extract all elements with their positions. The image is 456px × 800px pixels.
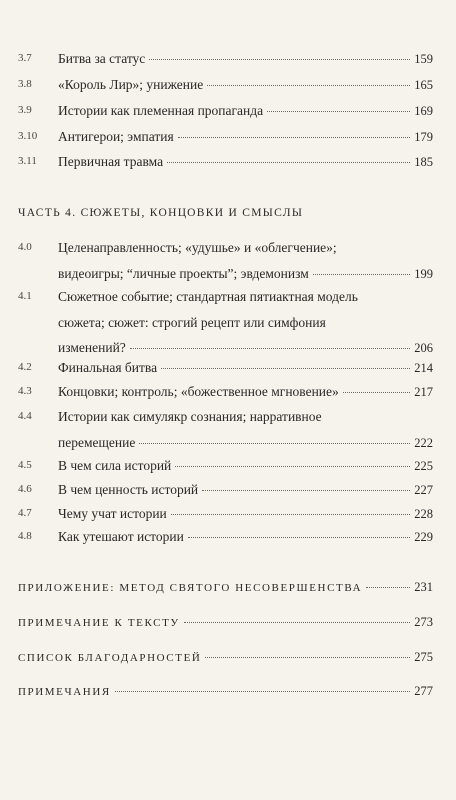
entry-page: 228 bbox=[414, 507, 433, 521]
entry-page: 227 bbox=[414, 483, 433, 497]
entry-number: 3.10 bbox=[18, 130, 38, 142]
toc-entry bbox=[18, 355, 433, 382]
entry-number: 4.2 bbox=[18, 361, 32, 373]
entry-number: 4.0 bbox=[18, 241, 32, 253]
entry-title-line: изменений? bbox=[58, 340, 126, 355]
entry-title: В чем сила историй bbox=[58, 458, 172, 473]
leader-dots bbox=[161, 368, 410, 369]
entry-number: 4.6 bbox=[18, 483, 32, 495]
leader-dots bbox=[178, 137, 411, 138]
leader-dots bbox=[205, 657, 410, 658]
backmatter-page: 277 bbox=[414, 684, 433, 698]
entry-page: 159 bbox=[414, 52, 433, 66]
backmatter-page: 273 bbox=[414, 615, 433, 629]
leader-dots bbox=[184, 622, 410, 623]
entry-number: 3.11 bbox=[18, 155, 37, 167]
entry-title: Финальная битва bbox=[58, 360, 158, 375]
leader-dots bbox=[139, 443, 410, 444]
entry-title-line: перемещение bbox=[58, 434, 136, 450]
entry-number: 3.8 bbox=[18, 78, 32, 90]
entry-page: 199 bbox=[414, 266, 433, 281]
entry-number: 3.9 bbox=[18, 104, 32, 116]
backmatter-entry bbox=[18, 650, 433, 665]
backmatter-page: 275 bbox=[414, 650, 433, 664]
entry-number: 3.7 bbox=[18, 52, 32, 64]
leader-dots bbox=[343, 392, 410, 393]
toc-entry bbox=[18, 46, 433, 73]
entry-title: Первичная травма bbox=[58, 154, 164, 169]
entry-title-line: Истории как симулякр сознания; нарративное bbox=[58, 409, 322, 424]
leader-dots bbox=[149, 59, 410, 60]
entry-title: Битва за статус bbox=[58, 51, 146, 66]
backmatter-title: ПРИМЕЧАНИЯ bbox=[18, 686, 111, 698]
entry-page: 229 bbox=[414, 530, 433, 544]
leader-dots bbox=[130, 348, 410, 349]
entry-page: 214 bbox=[414, 361, 433, 375]
entry-page: 225 bbox=[414, 459, 433, 473]
entry-title: Антигерои; эмпатия bbox=[58, 129, 174, 144]
backmatter-page: 231 bbox=[414, 580, 433, 594]
entry-page: 185 bbox=[414, 155, 433, 169]
toc-entry bbox=[18, 72, 433, 99]
entry-number: 4.4 bbox=[18, 410, 32, 422]
toc-entry bbox=[18, 477, 433, 504]
leader-dots bbox=[313, 274, 410, 275]
entry-number: 4.3 bbox=[18, 385, 32, 397]
entry-number: 4.1 bbox=[18, 290, 32, 302]
toc-entry bbox=[18, 235, 433, 287]
entry-title-line: Целенаправленность; «удушье» и «облегчение»; bbox=[58, 240, 337, 255]
toc-entry bbox=[18, 149, 433, 176]
leader-dots bbox=[207, 85, 410, 86]
leader-dots bbox=[267, 111, 410, 112]
entry-page: 179 bbox=[414, 130, 433, 144]
leader-dots bbox=[175, 466, 410, 467]
entry-title-line: видеоигры; “личные проекты”; эвдемонизм bbox=[58, 265, 309, 281]
backmatter-title: ПРИЛОЖЕНИЕ: МЕТОД СВЯТОГО НЕСОВЕРШЕНСТВА bbox=[18, 582, 363, 594]
leader-dots bbox=[366, 587, 410, 588]
part-heading: ЧАСТЬ 4. СЮЖЕТЫ, КОНЦОВКИ И СМЫСЛЫ bbox=[18, 207, 304, 219]
entry-number: 4.5 bbox=[18, 459, 32, 471]
entry-page: 206 bbox=[414, 341, 433, 355]
entry-page: 169 bbox=[414, 104, 433, 118]
entry-title: Чему учат истории bbox=[58, 506, 167, 521]
entry-number: 4.8 bbox=[18, 530, 32, 542]
backmatter-entry bbox=[18, 580, 433, 595]
entry-title-line: Сюжетное событие; стандартная пятиактная модель bbox=[58, 289, 358, 304]
toc-entry bbox=[18, 379, 433, 406]
entry-title: Концовки; контроль; «божественное мгновение» bbox=[58, 384, 339, 399]
leader-dots bbox=[115, 691, 410, 692]
backmatter-entry bbox=[18, 684, 433, 699]
entry-title-line: сюжета; сюжет: строгий рецепт или симфония bbox=[58, 314, 326, 330]
entry-page: 165 bbox=[414, 78, 433, 92]
entry-title: В чем ценность историй bbox=[58, 482, 199, 497]
entry-number: 4.7 bbox=[18, 507, 32, 519]
leader-dots bbox=[188, 537, 410, 538]
backmatter-title: СПИСОК БЛАГОДАРНОСТЕЙ bbox=[18, 652, 202, 664]
entry-title: Как утешают истории bbox=[58, 529, 184, 544]
toc-entry bbox=[18, 124, 433, 151]
toc-entry bbox=[18, 98, 433, 125]
toc-entry bbox=[18, 524, 433, 551]
toc-entry bbox=[18, 453, 433, 480]
entry-title: Истории как племенная пропаганда bbox=[58, 103, 264, 118]
leader-dots bbox=[202, 490, 410, 491]
entry-title: «Король Лир»; унижение bbox=[58, 77, 204, 92]
backmatter-title: ПРИМЕЧАНИЕ К ТЕКСТУ bbox=[18, 617, 180, 629]
leader-dots bbox=[167, 162, 410, 163]
toc-entry bbox=[18, 284, 433, 362]
entry-page: 217 bbox=[414, 385, 433, 399]
toc-entry bbox=[18, 404, 433, 456]
backmatter-entry bbox=[18, 615, 433, 630]
entry-page: 222 bbox=[414, 435, 433, 450]
leader-dots bbox=[171, 514, 410, 515]
